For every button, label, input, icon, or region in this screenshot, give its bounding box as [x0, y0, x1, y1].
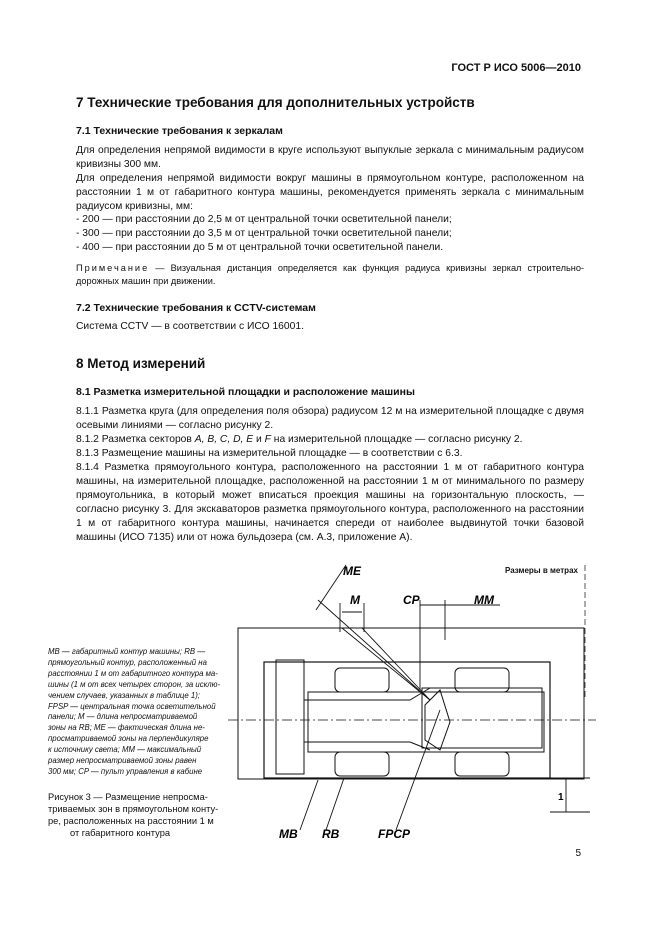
caption-line: Рисунок 3 — Размещение непросма- — [48, 792, 208, 802]
legend-line: 300 мм; CP — пульт управления в кабине — [48, 766, 203, 776]
list-item: - 200 — при расстоянии до 2,5 м от центральной точки осветительной панели; — [76, 214, 452, 225]
legend-line: просматриваемой зоны на перпендикуляре — [48, 734, 209, 744]
boom — [304, 688, 430, 750]
cab — [422, 688, 542, 748]
section-7-title: 7 Технические требования для дополнительных устройств — [76, 95, 475, 110]
legend-line: панели; M — длина непросматриваемой — [48, 712, 198, 722]
paragraph-8-1-1: 8.1.1 Разметка круга (для определения поля обзора) радиусом 12 м на измерительной площадке с двумя осевыми линиями — согласно рисунку 2. — [76, 406, 584, 431]
legend-line: MB — габаритный контур машины; RB — — [48, 647, 206, 656]
section-8-1-title: 8.1 Разметка измерительной площадки и расположение машины — [76, 386, 415, 398]
legend-line: расстоянии 1 м от габаритного контура ма- — [48, 668, 218, 678]
label-me: ME — [343, 564, 361, 578]
label-rb: RB — [322, 827, 340, 841]
section-8-title: 8 Метод измерений — [76, 356, 206, 371]
paragraph-7-2: Система CCTV — в соответствии с ИСО 16001. — [76, 321, 304, 332]
standard-code: ГОСТ Р ИСО 5006—2010 — [451, 62, 581, 74]
outer-frame — [238, 628, 584, 779]
dimensions-note: Размеры в метрах — [505, 566, 578, 575]
section-7-2-title: 7.2 Технические требования к CCTV-системам — [76, 302, 316, 314]
wheel — [335, 668, 389, 692]
paragraph-8-1-3: 8.1.3 Размещение машины на измерительной площадке — в соответствии с 6.3. — [76, 448, 463, 459]
page-number: 5 — [575, 848, 581, 859]
list-item: - 400 — при расстоянии до 5 м от центральной точки осветительной панели. — [76, 242, 444, 253]
legend-line: размер непросматриваемой зоны равен — [48, 756, 197, 766]
list-item: - 300 — при расстоянии до 3,5 м от центральной точки осветительной панели; — [76, 228, 452, 239]
legend-line: прямоугольный контур, расположенный на — [48, 657, 207, 667]
legend-line: зоны на RB; ME — фактическая длина не- — [48, 723, 205, 733]
caption-line: ре, расположенных на расстоянии 1 м — [48, 816, 214, 826]
legend-line: чением случаев, указанных в таблице 1); — [48, 690, 200, 700]
wheel — [455, 752, 509, 776]
label-1m: 1 — [558, 792, 564, 803]
figure-caption — [48, 791, 228, 839]
legend-line: шины (1 м от всех четырех сторон, за исклю- — [48, 679, 221, 689]
legend-line: к источнику света; MM — максимальный — [48, 745, 202, 755]
figure-legend — [48, 647, 228, 778]
caption-line: триваемых зон в прямоугольном конту- — [48, 804, 219, 814]
note-text: — Визуальная дистанция определяется как функция радиуса кривизны зеркал строительно-дорожных машин при движении. — [76, 263, 584, 286]
paragraph-8-1-2: 8.1.2 Разметка секторов A, B, C, D, E и F на измерительной площадке — согласно рисунку 2. — [76, 434, 523, 445]
label-cp: CP — [403, 593, 420, 607]
section-7-1-title: 7.1 Технические требования к зеркалам — [76, 125, 283, 137]
label-m: M — [350, 593, 360, 607]
paragraph-8-1-4: 8.1.4 Разметка прямоугольного контура, расположенного на расстоянии 1 м от габаритного контура машины, на измерительной площадке, расположенной на расстоянии 1 м от минимального по размеру прямоугольника, в который может вписаться проекция машины на горизонтальную плоскость, — согласно рисунку 3. Для экскаваторов разметка прямоугольного контура, расположенного на расстоянии 1 м от габаритного контура машины, начинается спереди от наиболее выдвинутой точки базовой машины (ИСО 7135) или от ножа бульдозера (см. А.3, приложение А). — [76, 462, 584, 543]
legend-line: FPSP — центральная точка осветительной — [48, 701, 216, 711]
note-label: Примечание — [76, 263, 150, 273]
label-mm: MM — [474, 593, 494, 607]
machine-body — [308, 692, 544, 752]
paragraph-7-1-2: Для определения непрямой видимости вокруг машины в прямоугольном контуре, расположенном на расстоянии 1 м от габаритного контура машины, рекомендуется применять зеркала с минимальным радиусом кривизны, мм: — [76, 173, 584, 212]
caption-line: от габаритного контура — [70, 828, 171, 838]
paragraph-7-1-1: Для определения непрямой видимости в круге используют выпуклые зеркала с минимальным радиусом кривизны 300 мм. — [76, 145, 584, 170]
wheel — [335, 752, 389, 776]
dozer-blade — [276, 660, 304, 774]
label-fpcp: FPCP — [378, 827, 411, 841]
label-mb: MB — [279, 827, 298, 841]
